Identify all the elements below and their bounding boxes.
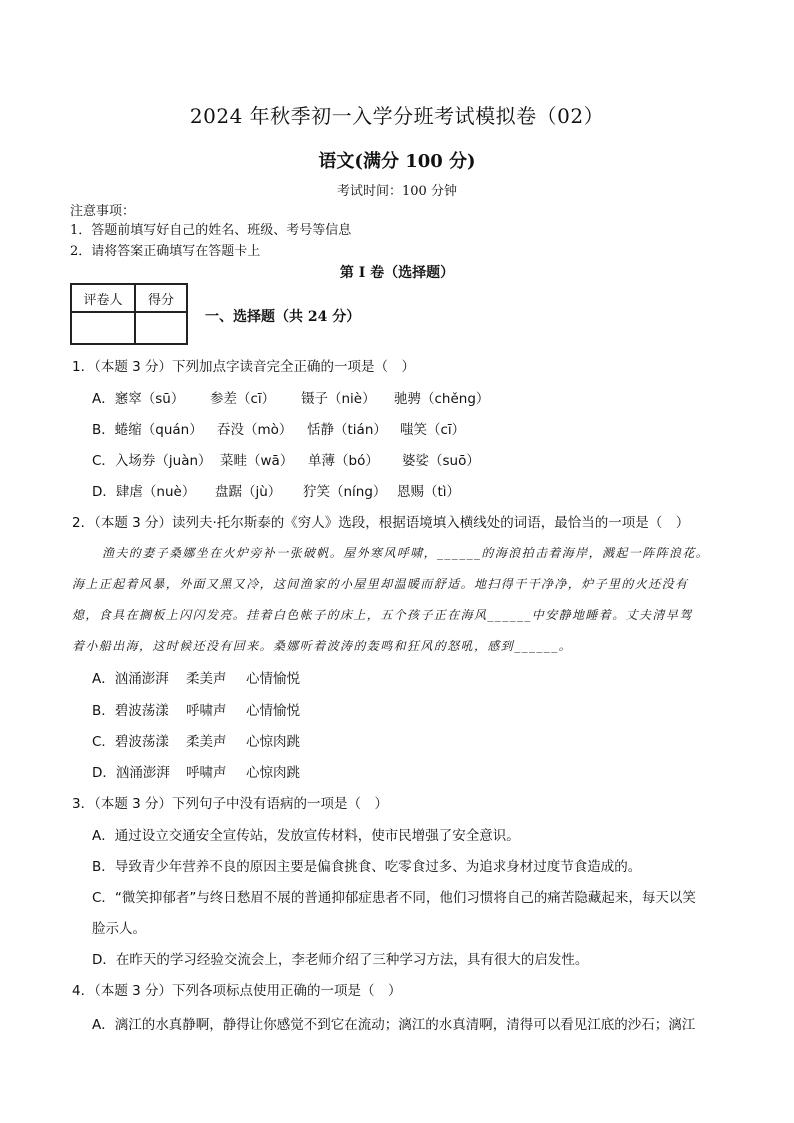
reviewer-label: 评卷人 — [71, 284, 135, 312]
exam-title: 2024 年秋季初一入学分班考试模拟卷（02） — [189, 104, 605, 128]
question-2-stem: 2．（本题 3 分）读列夫·托尔斯泰的《穷人》选段，根据语境填入横线处的词语，最恰当的一项是（ ） — [72, 515, 690, 531]
question-4-stem: 4．（本题 3 分）下列各项标点使用正确的一项是（ ） — [72, 983, 402, 999]
question-3-option-c-cont: 脸示人。 — [92, 921, 146, 937]
note-item: 1．答题前填写好自己的姓名、班级、考号等信息 — [70, 223, 352, 238]
subject-title: 语文(满分 100 分) — [318, 151, 476, 172]
question-3-option-d: D．在昨天的学习经验交流会上，李老师介绍了三种学习方法，具有很大的启发性。 — [92, 952, 589, 968]
score-label: 得分 — [135, 284, 187, 312]
question-2-option-b: B．碧波荡漾 呼啸声 心情愉悦 — [92, 703, 300, 719]
passage-line: 海上正起着风暴，外面又黑又冷，这间渔家的小屋里却温暖而舒适。地扫得干干净净，炉子里的火还没有 — [72, 577, 689, 591]
question-4-option-a: A．漓江的水真静啊，静得让你感觉不到它在流动；漓江的水真清啊，清得可以看见江底的沙石；漓江 — [92, 1017, 696, 1033]
passage-line: 渔夫的妻子桑娜坐在火炉旁补一张破帆。屋外寒风呼啸，______的海浪拍击着海岸，溅起一阵阵浪花。 — [102, 546, 710, 560]
part-title: 第 I 卷（选择题） — [339, 265, 455, 281]
question-1-option-c: C．入场券（juàn） 菜畦（wā） 单薄（bó） 婆娑（suō） — [92, 453, 480, 469]
question-3-stem: 3．（本题 3 分）下列句子中没有语病的一项是（ ） — [72, 796, 389, 812]
score-cell — [135, 312, 187, 344]
note-item: 2．请将答案正确填写在答题卡上 — [70, 244, 261, 259]
question-3-option-b: B．导致青少年营养不良的原因主要是偏食挑食、吃零食过多、为追求身材过度节食造成的。 — [92, 859, 642, 875]
question-1-option-a: A．窸窣（sū） 参差（cī） 镊子（niè） 驰骋（chěng） — [92, 391, 490, 407]
notes-heading: 注意事项： — [70, 204, 136, 219]
score-table — [70, 283, 188, 345]
exam-time: 考试时间：100 分钟 — [337, 184, 457, 199]
question-3-option-c: C．“微笑抑郁者”与终日愁眉不展的普通抑郁症患者不同，他们习惯将自己的痛苦隐藏起来，每天以笑 — [92, 890, 696, 906]
reviewer-cell — [71, 312, 135, 344]
question-2-option-c: C．碧波荡漾 柔美声 心惊肉跳 — [92, 734, 300, 750]
passage-line: 熄，食具在搁板上闪闪发亮。挂着白色帐子的床上，五个孩子正在海风______中安静地睡着。丈夫清早驾 — [72, 608, 693, 622]
question-1-stem: 1．（本题 3 分）下列加点字读音完全正确的一项是（ ） — [72, 359, 416, 375]
passage-line: 着小船出海，这时候还没有回来。桑娜听着波涛的轰鸣和狂风的怒吼，感到______。 — [72, 639, 573, 653]
question-2-option-a: A．汹涌澎湃 柔美声 心情愉悦 — [92, 671, 300, 687]
question-2-option-d: D．汹涌澎湃 呼啸声 心惊肉跳 — [92, 765, 300, 781]
question-3-option-a: A．通过设立交通安全宣传站，发放宣传材料，使市民增强了安全意识。 — [92, 828, 520, 844]
question-1-option-d: D．肆虐（nuè） 盘踞（jù） 狞笑（níng） 恩赐（tì） — [92, 484, 461, 500]
section-title: 一、选择题（共 24 分） — [205, 309, 361, 325]
question-1-option-b: B．蜷缩（quán） 吞没（mò） 恬静（tián） 嗤笑（cī） — [92, 422, 466, 438]
